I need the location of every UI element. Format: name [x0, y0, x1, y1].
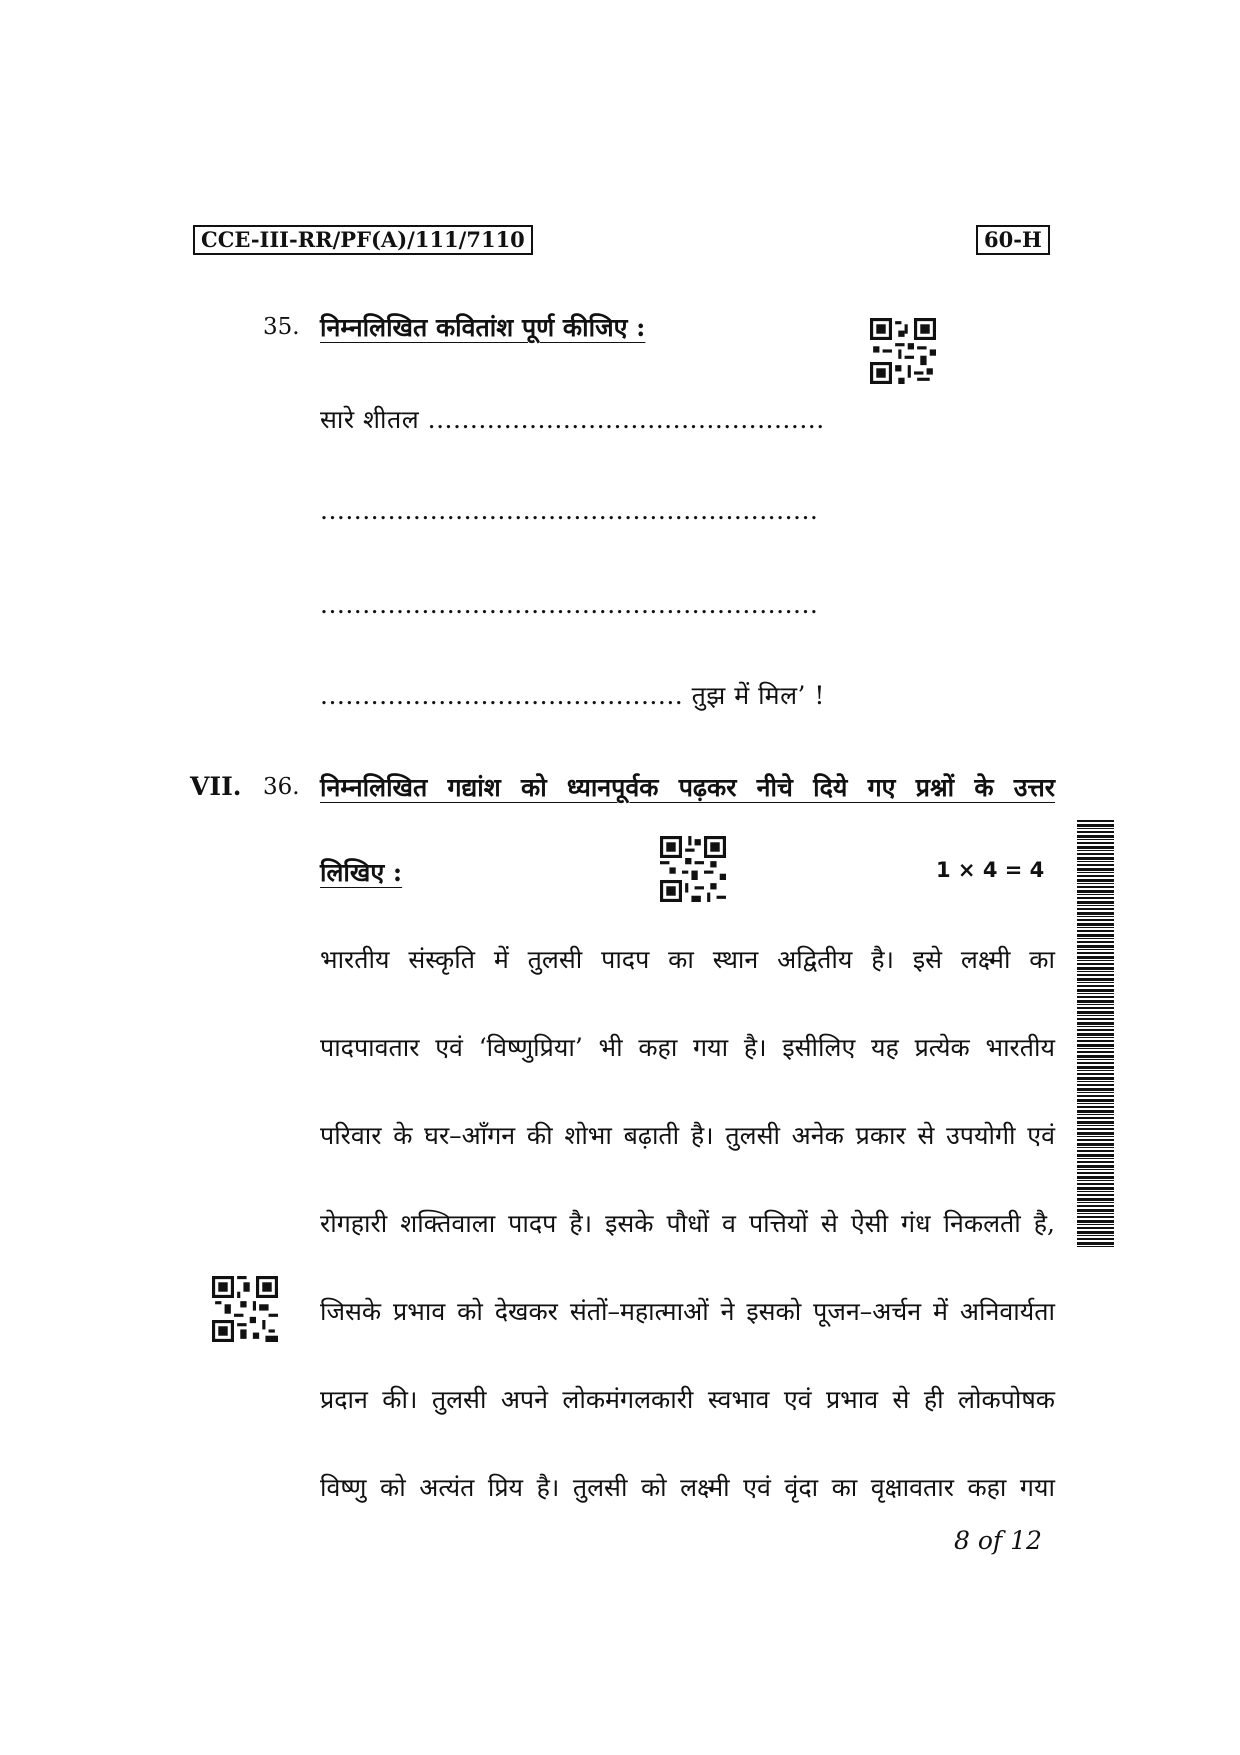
poem-line-1: सारे शीतल ............................................... — [320, 405, 825, 434]
passage-line: परिवार के घर–आँगन की शोभा बढ़ाती है। तुलसी अनेक प्रकार से उपयोगी एवं — [320, 1121, 1055, 1150]
question-36-heading: निम्नलिखित गद्यांश को ध्यानपूर्वक पढ़कर नीचे दिये गए प्रश्नों के उत्तर — [320, 773, 1055, 802]
qr-code-icon — [660, 836, 726, 902]
barcode — [1077, 820, 1114, 1248]
marks-label: 1 × 4 = 4 — [936, 858, 1045, 882]
passage-line: विष्णु को अत्यंत प्रिय है। तुलसी को लक्ष्मी एवं वृंदा का वृक्षावतार कहा गया — [320, 1473, 1055, 1502]
paper-id: 60-H — [976, 225, 1050, 255]
poem-line-3: ........................................................... — [320, 590, 819, 619]
question-35-heading: निम्नलिखित कवितांश पूर्ण कीजिए : — [320, 313, 646, 342]
qr-code-icon — [212, 1276, 278, 1342]
passage-line: प्रदान की। तुलसी अपने लोकमंगलकारी स्वभाव एवं प्रभाव से ही लोकपोषक — [320, 1385, 1055, 1414]
passage-line: रोगहारी शक्तिवाला पादप है। इसके पौधों व पत्तियों से ऐसी गंध निकलती है, — [320, 1209, 1055, 1238]
question-35-number: 35. — [263, 314, 300, 340]
passage-line: जिसके प्रभाव को देखकर संतों–महात्माओं ने इसको पूजन–अर्चन में अनिवार्यता — [320, 1297, 1055, 1326]
poem-line-2: ........................................................... — [320, 496, 819, 525]
section-number: VII. — [190, 772, 242, 801]
page-number: 8 of 12 — [954, 1526, 1042, 1555]
passage-line: भारतीय संस्कृति में तुलसी पादप का स्थान अद्वितीय है। इसे लक्ष्मी का — [320, 945, 1055, 974]
paper-code: CCE-III-RR/PF(A)/111/7110 — [193, 225, 533, 255]
qr-code-icon — [870, 318, 936, 384]
poem-line-4: ........................................... तुझ में मिल’ ! — [320, 681, 825, 710]
question-36-number: 36. — [263, 774, 300, 800]
passage-line: पादपावतार एवं ‘विष्णुप्रिया’ भी कहा गया है। इसीलिए यह प्रत्येक भारतीय — [320, 1033, 1055, 1062]
question-36-heading-cont: लिखिए : — [320, 858, 403, 887]
